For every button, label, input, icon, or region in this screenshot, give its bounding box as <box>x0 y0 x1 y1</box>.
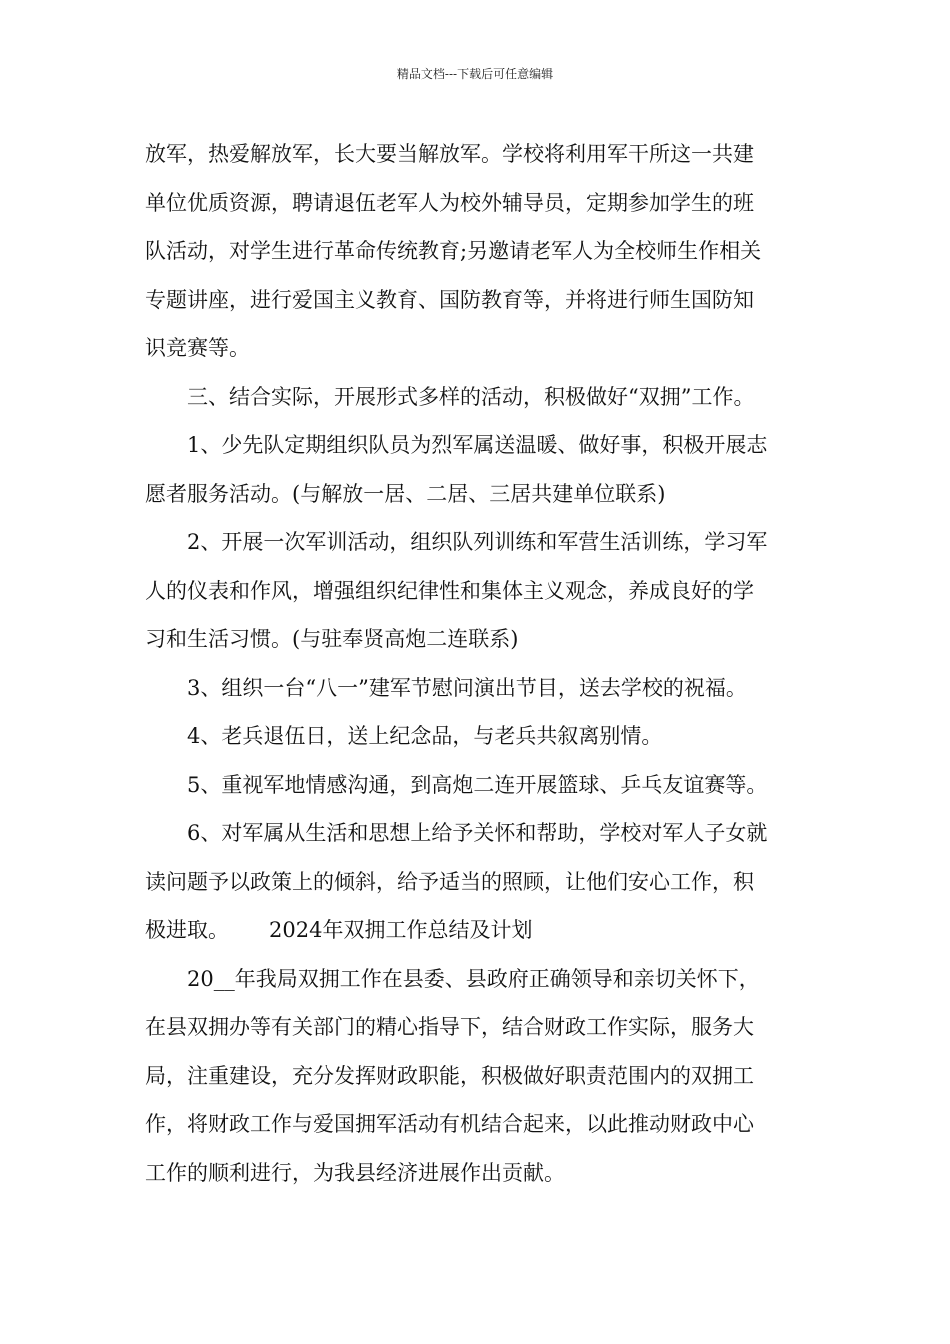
text-line: 识竞赛等。 <box>145 336 250 360</box>
document-body <box>145 130 810 1197</box>
text-line: 极进取。 2024年双拥工作总结及计划 <box>145 918 533 942</box>
text-line: 5、重视军地情感沟通，到高炮二连开展篮球、乒乓友谊赛等。 <box>187 772 768 797</box>
text-line: 3、组织一台“八一”建军节慰问演出节目，送去学校的祝福。 <box>187 675 747 700</box>
text-line: 在县双拥办等有关部门的精心指导下，结合财政工作实际，服务大 <box>145 1015 754 1039</box>
text-line: 1、少先队定期组织队员为烈军属送温暖、做好事，积极开展志 <box>187 433 768 457</box>
text-line: 专题讲座，进行爱国主义教育、国防教育等，并将进行师生国防知 <box>145 287 754 312</box>
text-line: 20__年我局双拥工作在县委、县政府正确领导和亲切关怀下， <box>187 966 760 991</box>
text-line: 作，将财政工作与爱国拥军活动有机结合起来，以此推动财政中心 <box>145 1112 754 1136</box>
text-line: 读问题予以政策上的倾斜，给予适当的照顾，让他们安心工作，积 <box>145 869 754 894</box>
text-line: 放军，热爱解放军，长大要当解放军。学校将利用军干所这一共建 <box>145 142 754 166</box>
text-line: 人的仪表和作风，增强组织纪律性和集体主义观念，养成良好的学 <box>145 578 754 603</box>
text-line: 队活动，对学生进行革命传统教育;另邀请老军人为全校师生作相关 <box>145 239 762 263</box>
text-line: 愿者服务活动。(与解放一居、二居、三居共建单位联系) <box>145 481 666 506</box>
text-line: 单位优质资源，聘请退伍老军人为校外辅导员，定期参加学生的班 <box>145 190 754 215</box>
page-header: 精品文档---下载后可任意编辑 <box>396 67 554 81</box>
section-heading: 三、结合实际，开展形式多样的活动，积极做好“双拥”工作。 <box>187 384 755 409</box>
text-line: 习和生活习惯。(与驻奉贤高炮二连联系) <box>145 627 519 651</box>
text-line: 局，注重建设，充分发挥财政职能，积极做好职责范围内的双拥工 <box>145 1063 754 1088</box>
text-line: 4、老兵退伍日，送上纪念品，与老兵共叙离别情。 <box>187 724 663 748</box>
text-line: 工作的顺利进行，为我县经济进展作出贡献。 <box>145 1160 565 1185</box>
text-line: 6、对军属从生活和思想上给予关怀和帮助，学校对军人子女就 <box>187 821 768 845</box>
text-line: 2、开展一次军训活动，组织队列训练和军营生活训练，学习军 <box>187 530 768 554</box>
